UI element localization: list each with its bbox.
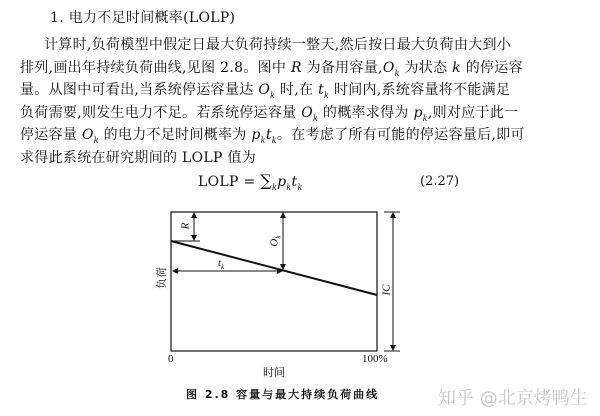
ic-label: IC [380,284,393,296]
equation: LOLP = $\sum_kp_kt_k$ [198,171,303,192]
paragraph-line: 排列,画出年持续负荷曲线,见图 2.8。图中 R 为备用容量$,O_k$ 为状态 k 的停运容 [20,60,523,78]
paragraph-line: 负荷需要,则发生电力不足。若系统停运容量 $O_k$ 的概率求得为 $p_k$,则对应于此一 [20,105,519,123]
watermark: 知乎 @北京烤鸭生 [438,388,588,409]
paragraph-line: 量。从图中可看出,当系统停运容量达 $O_k$ 时,在 $t_k$ 时间内,系统容量将不能满足 [20,82,511,100]
figure-caption: 图 2.8 容量与最大持续负荷曲线 [186,388,380,401]
x-axis-label: 时间 [263,367,285,379]
paragraph-line: 计算时,负荷模型中假定日最大负荷持续一整天,然后按日最大负荷由大到小 [44,37,512,53]
section-heading: 1. 电力不足时间概率(LOLP) [50,10,236,26]
x-end-label: 100% [362,353,388,365]
paragraph-line: 求得此系统在研究期间的 LOLP 值为 [20,150,257,166]
load-duration-line [171,241,377,295]
reserve-label: R [179,222,192,230]
capacity-box [171,212,377,351]
y-axis-label: 负荷 [156,267,168,289]
outage-label: $O_k$ [268,235,283,247]
time-label: $t_k$ [218,257,225,272]
x-start-label: 0 [168,353,174,365]
equation-number: (2.27) [420,174,460,189]
paragraph-line: 停运容量 $O_k$ 的电力不足时间概率为 $p_kt_k$。在考虑了所有可能的停运容量后,即可 [20,127,525,145]
